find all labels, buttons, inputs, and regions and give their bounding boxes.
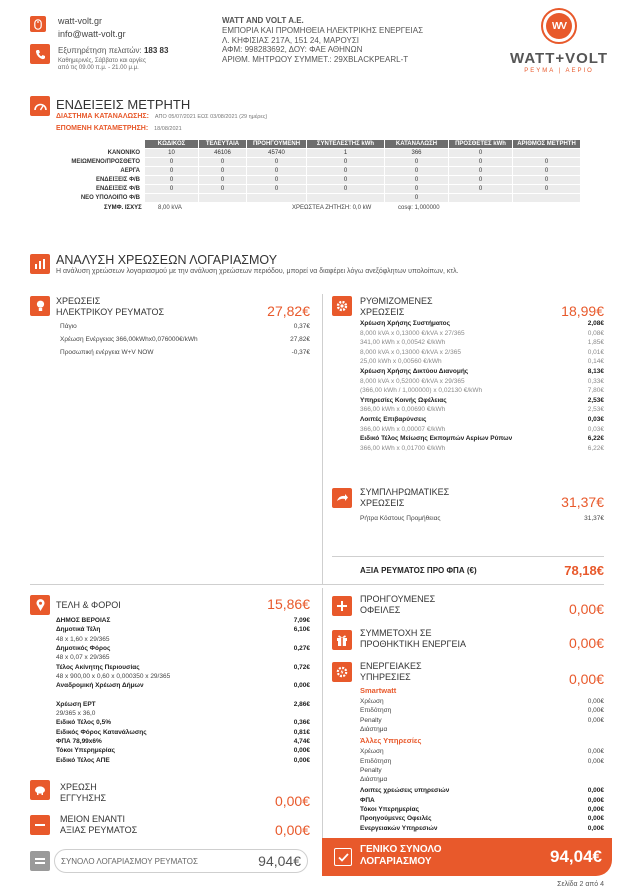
line-item xyxy=(56,681,310,690)
hours-line1: Καθημερινές, Σάββατο και αργίες xyxy=(58,58,146,64)
plus-icon xyxy=(332,596,352,616)
meter-cell: 366 xyxy=(385,149,449,158)
line-item xyxy=(360,824,604,833)
logo-mark-text: WV xyxy=(546,13,572,39)
line-item-value: 1,85€ xyxy=(587,339,604,347)
logo-mark-icon xyxy=(541,8,577,44)
line-item xyxy=(56,718,310,727)
meter-cell: 0 xyxy=(199,167,247,176)
line-item-label: Ειδικό Τέλος 0,5% xyxy=(56,719,112,727)
meter-header: ΠΡΟΣΘΕΤΕΣ kWh xyxy=(449,140,513,149)
line-item xyxy=(360,796,604,805)
company-line4: ΑΡΙΘΜ. ΜΗΤΡΩΟΥ ΣΥΜΜΕΤ.: 29XBLACKPEARL-T xyxy=(222,55,409,65)
line-item-label: (366,00 kWh / 1,000000) x 0,02130 €/kWh xyxy=(360,387,483,395)
location-pin-icon xyxy=(30,595,50,615)
line-item-value: 0,27€ xyxy=(293,644,310,652)
meter-cell: 0 xyxy=(145,176,199,185)
line-item xyxy=(56,709,310,718)
line-item xyxy=(360,425,604,434)
line-item-label: Λοιπες χρεώσεις υπηρεσιών xyxy=(360,787,450,795)
line-item xyxy=(360,329,604,338)
line-item-value: 2,53€ xyxy=(587,396,604,404)
supplementary-amount: 31,37€ xyxy=(561,494,604,510)
less-title2: ΑΞΙΑΣ ΡΕΥΜΑΤΟΣ xyxy=(60,825,138,835)
line-item xyxy=(60,335,310,344)
company-info xyxy=(222,16,423,65)
energy-services-amount: 0,00€ xyxy=(568,671,604,687)
meter-header-blank xyxy=(57,140,145,149)
meter-row xyxy=(57,149,581,158)
piggy-bank-icon xyxy=(30,780,50,800)
line-item-label: Χρέωση xyxy=(360,698,384,705)
grand-total-box xyxy=(322,838,612,876)
line-item xyxy=(360,319,604,328)
line-item-value: 0,00€ xyxy=(587,806,604,813)
previous-debts-title1: ΠΡΟΗΓΟΥΜΕΝΕΣ xyxy=(360,594,436,604)
meter-cell: 0 xyxy=(449,185,513,194)
meter-cell: 0 xyxy=(513,185,581,194)
line-item xyxy=(56,700,310,709)
meter-header: ΠΡΟΗΓΟΥΜΕΝΗ xyxy=(247,140,307,149)
line-item-value: 0,00€ xyxy=(587,757,604,765)
meter-footer xyxy=(56,203,581,215)
service-group-title: Άλλες Υπηρεσίες xyxy=(360,736,422,746)
meter-table xyxy=(56,139,581,203)
participation-title xyxy=(360,628,466,650)
line-item-label: Χρέωση Χρήσης Δικτύου Διανομής xyxy=(360,368,469,375)
line-item xyxy=(56,672,310,681)
meter-cell xyxy=(449,194,513,203)
meter-cell xyxy=(199,194,247,203)
line-item-label: Penalty xyxy=(360,766,382,774)
line-item xyxy=(360,805,604,814)
regulated-title xyxy=(360,296,433,318)
meter-cell xyxy=(145,194,199,203)
phone-label: Εξυπηρέτηση πελατών: xyxy=(58,46,142,55)
line-item xyxy=(360,786,604,795)
company-line1: ΕΜΠΟΡΙΑ ΚΑΙ ΠΡΟΜΗΘΕΙΑ ΗΛΕΚΤΡΙΚΗΣ ΕΝΕΡΓΕΙΑΣ xyxy=(222,25,424,35)
divider xyxy=(30,584,604,585)
line-item-value: 0,81€ xyxy=(293,728,310,736)
line-item-value: 0,00€ xyxy=(293,747,310,755)
line-item-value: 6,22€ xyxy=(587,444,604,452)
divider xyxy=(322,294,323,584)
divider xyxy=(322,588,323,844)
line-item-label: ΦΠΑ 78,99x6% xyxy=(56,737,102,745)
meter-cell: 0 xyxy=(385,185,449,194)
taxes-amount: 15,86€ xyxy=(267,596,310,612)
company-name: WATT AND VOLT A.E. xyxy=(222,16,304,25)
next-reading-value: 18/08/2021 xyxy=(154,126,182,132)
meter-row-label: ΜΕΙΩΜΕΝΟ/ΠΡΟΣΘΕΤΟ xyxy=(57,158,145,167)
meter-cell: 0 xyxy=(145,185,199,194)
meter-header: ΚΑΤΑΝΑΛΩΣΗ xyxy=(385,140,449,149)
meter-row xyxy=(57,185,581,194)
grand-total-title2: ΛΟΓΑΡΙΑΣΜΟΥ xyxy=(360,856,432,867)
line-item xyxy=(56,746,310,755)
line-item-value: 0,33€ xyxy=(587,377,604,385)
meter-cell: 0 xyxy=(513,176,581,185)
power-charges-rows xyxy=(60,322,310,362)
line-item-value: 0,00€ xyxy=(293,756,310,764)
meter-cell: 0 xyxy=(145,158,199,167)
mouse-icon xyxy=(30,16,46,32)
meter-cell: 0 xyxy=(449,149,513,158)
meter-cell: 0 xyxy=(449,158,513,167)
meter-row-label: ΚΑΝΟΝΙΚΟ xyxy=(57,149,145,158)
supplementary-title1: ΣΥΜΠΛΗΡΩΜΑΤΙΚΕΣ xyxy=(360,487,450,497)
line-item-value: 0,03€ xyxy=(587,416,604,423)
line-item-label: Χρέωση xyxy=(360,748,384,756)
line-item-value: 0,00€ xyxy=(587,787,604,795)
line-item-value: 0,00€ xyxy=(293,682,310,690)
less-title xyxy=(60,814,137,836)
meter-cell xyxy=(247,194,307,203)
period-value: ΑΠΟ 05/07/2021 ΕΩΣ 03/08/2021 (29 ημέρες) xyxy=(154,114,268,120)
line-item-label: Πάγιο xyxy=(60,323,77,330)
meter-cell: 0 xyxy=(385,158,449,167)
line-item xyxy=(360,405,604,414)
phone-number[interactable]: 183 83 xyxy=(143,46,169,55)
line-item xyxy=(360,706,604,715)
line-item xyxy=(360,697,604,706)
line-item-value: 6,22€ xyxy=(587,435,604,443)
line-item-value: 27,82€ xyxy=(290,336,310,343)
line-item-label: 8,000 kVA x 0,52000 €/kVA x 29/365 xyxy=(360,377,465,385)
line-item-value: -0,37€ xyxy=(291,349,310,356)
phone-icon xyxy=(30,44,50,64)
power-charges-title xyxy=(56,296,164,318)
line-item xyxy=(360,338,604,347)
line-item-label: Ειδικός Φόρος Κατανάλωσης xyxy=(56,728,147,736)
next-reading-row xyxy=(56,125,182,132)
meter-cell: 0 xyxy=(145,167,199,176)
meter-cell xyxy=(513,149,581,158)
less-amount: 0,00€ xyxy=(274,822,310,838)
equals-icon xyxy=(30,851,50,871)
meter-cell: 0 xyxy=(199,176,247,185)
meter-cell: 0 xyxy=(247,176,307,185)
line-item-label: 25,00 kWh x 0,00560 €/kWh xyxy=(360,358,442,366)
deposit-amount: 0,00€ xyxy=(274,793,310,809)
less-title1: ΜΕΙΟΝ ΕΝΑΝΤΙ xyxy=(60,814,126,824)
line-item xyxy=(360,444,604,453)
company-line3: ΑΦΜ: 998283692, ΔΟΥ: ΦΑΕ ΑΘΗΝΩΝ xyxy=(222,45,363,55)
meter-header: ΚΩΔΙΚΟΣ xyxy=(145,140,199,149)
line-item-value: 4,74€ xyxy=(293,737,310,745)
previous-debts-title2: ΟΦΕΙΛΕΣ xyxy=(360,605,401,615)
hours-line2: από τις 09.00 π.μ. - 21.00 μ.μ. xyxy=(58,65,139,71)
line-item-label: 341,00 kWh x 0,00542 €/kWh xyxy=(360,339,446,347)
line-item xyxy=(60,348,310,357)
demand-value: ΧΡΕΩΣΤΕΑ ΖΗΤΗΣΗ: 0,0 kW xyxy=(292,205,372,211)
line-item-value: 0,37€ xyxy=(293,323,310,330)
supplementary-row-value: 31,37€ xyxy=(584,515,604,522)
line-item-value: 0,72€ xyxy=(293,663,310,671)
meter-cell: 0 xyxy=(385,176,449,185)
line-item-label: Επιδότηση xyxy=(360,757,392,765)
meter-cell: 0 xyxy=(513,167,581,176)
period-label: ΔΙΑΣΤΗΜΑ ΚΑΤΑΝΑΛΩΣΗΣ: xyxy=(56,113,149,120)
participation-title1: ΣΥΜΜΕΤΟΧΗ ΣΕ xyxy=(360,628,432,638)
meter-cell: 45740 xyxy=(247,149,307,158)
meter-header: ΑΡΙΘΜΟΣ ΜΕΤΡΗΤΗ xyxy=(513,140,581,149)
line-item xyxy=(56,653,310,662)
meter-row-label: ΕΝΔΕΙΞΕΙΣ Φ/Β xyxy=(57,176,145,185)
line-item-label: 8,000 kVA x 0,13000 €/kVA x 27/365 xyxy=(360,329,465,337)
line-item-value: 0,00€ xyxy=(587,824,604,832)
previous-debts-title xyxy=(360,594,435,616)
arrow-icon xyxy=(332,488,352,508)
logo-name: WATT+VOLT xyxy=(509,50,609,67)
energy-services-title2: ΥΠΗΡΕΣΙΕΣ xyxy=(360,672,411,682)
line-item-label: Δημοτικά Τέλη xyxy=(56,626,101,634)
line-item xyxy=(56,625,310,634)
line-item-label: 8,000 kVA x 0,13000 €/kVA x 2/365 xyxy=(360,348,461,356)
meter-row xyxy=(57,194,581,203)
line-item-label: 48 x 0,07 x 29/365 xyxy=(56,654,110,662)
analysis-subtitle: Η ανάλυση χρεώσεων λογαριασμού με την ανάλυση χρεώσεων περιόδου, μπορεί να διαφέρει λόγω ανεξόφλητων υπολοίπων, κτλ. xyxy=(56,268,459,275)
line-item-label: ΦΠΑ xyxy=(360,796,375,804)
value-before-vat-label: ΑΞΙΑ ΡΕΥΜΑΤΟΣ ΠΡΟ ΦΠΑ (€) xyxy=(360,566,477,575)
power-charges-amount: 27,82€ xyxy=(267,303,310,319)
line-item-label: ΔΗΜΟΣ ΒΕΡΟΙΑΣ xyxy=(56,617,111,624)
meter-cell: 0 xyxy=(307,167,385,176)
line-item xyxy=(360,386,604,395)
power-charges-title1: ΧΡΕΩΣΕΙΣ xyxy=(56,296,101,306)
grand-total-title1: ΓΕΝΙΚΟ ΣΥΝΟΛΟ xyxy=(360,844,442,855)
line-item xyxy=(56,635,310,644)
check-icon xyxy=(334,848,352,866)
regulated-title2: ΧΡΕΩΣΕΙΣ xyxy=(360,307,405,317)
line-item xyxy=(360,725,604,734)
energy-services-icon xyxy=(332,662,352,682)
line-item xyxy=(360,814,604,823)
line-item-value: 0,00€ xyxy=(587,698,604,705)
line-item-label: Προσωπική ενέργεια W+V NOW xyxy=(60,349,154,356)
watt-volt-logo xyxy=(500,8,618,80)
supplementary-title2: ΧΡΕΩΣΕΙΣ xyxy=(360,498,405,508)
deposit-title xyxy=(60,782,106,804)
meter-header: ΣΥΝΤΕΛΕΣΤΗΣ kWh xyxy=(307,140,385,149)
line-item-label: Υπηρεσίες Κοινής Ωφέλειας xyxy=(360,396,447,404)
line-item xyxy=(56,616,310,625)
line-item-value: 0,14€ xyxy=(587,358,604,366)
analysis-title: ΑΝΑΛΥΣΗ ΧΡΕΩΣΕΩΝ ΛΟΓΑΡΙΑΣΜΟΥ xyxy=(56,253,278,267)
company-line2: Λ. ΚΗΦΙΣΙΑΣ 217Α, 151 24, ΜΑΡΟΥΣΙ xyxy=(222,35,360,45)
line-item xyxy=(56,644,310,653)
meter-cell: 0 xyxy=(513,158,581,167)
meter-cell: 0 xyxy=(385,167,449,176)
line-item-value: 0,00€ xyxy=(587,748,604,756)
account-total-label: ΣΥΝΟΛΟ ΛΟΓΑΡΙΑΣΜΟΥ ΡΕΥΜΑΤΟΣ xyxy=(61,857,198,866)
line-item-label: Ειδικό Τέλος Μείωσης Εκπομπών Αερίων Ρύπων xyxy=(360,435,513,443)
meter-cell: 1 xyxy=(307,149,385,158)
line-item xyxy=(360,775,604,784)
line-item-value: 2,53€ xyxy=(587,406,604,414)
line-item-label: 366,00 kWh x 0,01700 €/kWh xyxy=(360,444,446,452)
account-total-box xyxy=(54,849,308,873)
value-before-vat-amount: 78,18€ xyxy=(564,563,604,578)
grand-total-title xyxy=(360,844,442,868)
line-item-value: 0,00€ xyxy=(587,707,604,715)
line-item-label: Penalty xyxy=(360,716,382,724)
line-item-label: Επιδότηση xyxy=(360,707,392,715)
meter-cell: 46106 xyxy=(199,149,247,158)
line-item-value: 2,86€ xyxy=(293,700,310,708)
line-item xyxy=(360,357,604,366)
meter-row-label: ΑΕΡΓΑ xyxy=(57,167,145,176)
meter-cell: 0 xyxy=(199,185,247,194)
line-item-value: 0,36€ xyxy=(293,719,310,727)
period-row xyxy=(56,113,267,120)
meter-row xyxy=(57,167,581,176)
website-link[interactable]: watt-volt.gr xyxy=(58,16,103,26)
line-item-label: Τέλος Ακίνητης Περιουσίας xyxy=(56,663,140,671)
meter-cell: 0 xyxy=(247,158,307,167)
gauge-icon xyxy=(30,96,50,116)
line-item xyxy=(360,757,604,766)
line-item-value: 0,03€ xyxy=(587,425,604,433)
line-item xyxy=(360,434,604,443)
regulated-amount: 18,99€ xyxy=(561,303,604,319)
meter-cell: 0 xyxy=(247,167,307,176)
regulated-rows xyxy=(360,319,604,459)
service-group-title: Smartwatt xyxy=(360,686,397,695)
line-item xyxy=(360,396,604,405)
energy-services-title xyxy=(360,661,422,683)
line-item-label: Χρέωση Χρήσης Συστήματος xyxy=(360,320,450,327)
line-item-value: 0,00€ xyxy=(587,815,604,823)
line-item xyxy=(56,663,310,672)
energy-services-title1: ΕΝΕΡΓΕΙΑΚΕΣ xyxy=(360,661,422,671)
line-item-label: Δημοτικός Φόρος xyxy=(56,644,111,652)
line-item-label: Προηγούμενες Οφειλές xyxy=(360,815,432,823)
email-link[interactable]: info@watt-volt.gr xyxy=(58,29,126,39)
deposit-title1: ΧΡΕΩΣΗ xyxy=(60,782,97,792)
line-item xyxy=(56,756,310,765)
line-item xyxy=(360,377,604,386)
meter-cell: 0 xyxy=(307,176,385,185)
line-item-label: Λοιπές Επιβαρύνσεις xyxy=(360,416,427,423)
logo-tagline: ΡΕΥΜΑ | ΑΕΡΙΟ xyxy=(524,68,594,74)
cosphi-value: cosφ: 1,000000 xyxy=(398,205,440,211)
previous-debts-amount: 0,00€ xyxy=(568,601,604,617)
meter-cell: 0 xyxy=(449,167,513,176)
meter-cell xyxy=(307,194,385,203)
line-item-value: 0,01€ xyxy=(587,348,604,356)
meter-row-label: ΝΕΟ ΥΠΟΛΟΙΠΟ Φ/Β xyxy=(57,194,145,203)
line-item-value: 0,08€ xyxy=(587,329,604,337)
meter-table-wrap xyxy=(56,139,581,215)
line-item xyxy=(360,348,604,357)
line-item xyxy=(56,690,310,699)
line-item-label: 366,00 kWh x 0,00007 €/kWh xyxy=(360,425,446,433)
line-item xyxy=(56,737,310,746)
line-item xyxy=(56,728,310,737)
line-item-value: 7,09€ xyxy=(293,617,310,624)
meter-header: ΤΕΛΕΥΤΑΙΑ xyxy=(199,140,247,149)
contract-power-value: 8,00 kVA xyxy=(158,205,182,211)
supplementary-row-label: Ρήτρα Κόστους Προμήθειας xyxy=(360,515,441,522)
line-item-label: Διάστημα xyxy=(360,776,388,784)
header xyxy=(0,0,632,88)
line-item-value: 6,10€ xyxy=(293,626,310,634)
line-item-label: Τόκοι Υπερημερίας xyxy=(56,747,115,755)
page-number: Σελίδα 2 από 4 xyxy=(557,881,604,888)
line-item-value: 2,08€ xyxy=(587,320,604,327)
meter-cell xyxy=(513,194,581,203)
line-item-label: Χρέωση Ενέργειας 366,00kWhx0,076000€/kWh xyxy=(60,336,198,343)
meter-cell: 0 xyxy=(199,158,247,167)
line-item-label: 48 x 1,60 x 29/365 xyxy=(56,635,110,643)
meter-cell: 10 xyxy=(145,149,199,158)
next-reading-label: ΕΠΟΜΕΝΗ ΚΑΤΑΜΕΤΡΗΣΗ: xyxy=(56,125,149,132)
taxes-title: ΤΕΛΗ & ΦΟΡΟΙ xyxy=(56,600,121,610)
grand-total-amount: 94,04€ xyxy=(550,847,602,866)
regulated-title1: ΡΥΘΜΙΖΟΜΕΝΕΣ xyxy=(360,296,433,306)
line-item-label: 366,00 kWh x 0,00690 €/kWh xyxy=(360,406,446,414)
divider xyxy=(332,556,604,557)
line-item xyxy=(360,415,604,424)
bar-chart-icon xyxy=(30,254,50,274)
minus-icon xyxy=(30,815,50,835)
meter-row xyxy=(57,158,581,167)
supplementary-row xyxy=(360,514,604,523)
line-item xyxy=(360,367,604,376)
line-item-label: Ενεργειακών Υπηρεσιών xyxy=(360,824,438,832)
meter-cell: 0 xyxy=(449,176,513,185)
lightbulb-icon xyxy=(30,296,50,316)
line-item-value: 8,13€ xyxy=(587,368,604,375)
line-item-value: 0,00€ xyxy=(587,796,604,804)
deposit-title2: ΕΓΓΥΗΣΗΣ xyxy=(60,793,107,803)
meter-cell: 0 xyxy=(307,158,385,167)
gear-icon xyxy=(332,296,352,316)
supplementary-title xyxy=(360,487,449,509)
meter-cell: 0 xyxy=(247,185,307,194)
participation-title2: ΠΡΟΘΗΚΤΙΚΗ ΕΝΕΡΓΕΙΑ xyxy=(360,639,466,649)
line-item xyxy=(360,716,604,725)
energy-services-rows xyxy=(360,686,604,836)
line-item-label: Αναδρομική Χρέωση Δήμων xyxy=(56,682,144,690)
line-item-label: Ειδικό Τέλος ΑΠΕ xyxy=(56,756,110,764)
meter-cell: 0 xyxy=(385,194,449,203)
taxes-rows xyxy=(56,616,310,768)
line-item-value: 0,00€ xyxy=(587,716,604,724)
meter-table-header xyxy=(57,140,581,149)
line-item-label: Τόκοι Υπερημερίας xyxy=(360,806,419,813)
account-total-amount: 94,04€ xyxy=(258,853,301,869)
gift-icon xyxy=(332,630,352,650)
line-item xyxy=(360,766,604,775)
meter-cell: 0 xyxy=(307,185,385,194)
line-item-label: 29/365 x 36,0 xyxy=(56,710,96,717)
line-item xyxy=(360,747,604,756)
line-item-label: 48 x 900,00 x 0,60 x 0,000350 x 29/365 xyxy=(56,672,171,680)
line-item-value: 7,80€ xyxy=(587,387,604,395)
participation-amount: 0,00€ xyxy=(568,635,604,651)
meter-title: ΕΝΔΕΙΞΕΙΣ ΜΕΤΡΗΤΗ xyxy=(56,97,191,112)
meter-row xyxy=(57,176,581,185)
line-item-label: Διάστημα xyxy=(360,725,388,733)
meter-row-label: ΕΝΔΕΙΞΕΙΣ Φ/Β xyxy=(57,185,145,194)
power-charges-title2: ΗΛΕΚΤΡΙΚΟΥ ΡΕΥΜΑΤΟΣ xyxy=(56,307,165,317)
contract-power-label: ΣΥΜΦ. ΙΣΧΥΣ xyxy=(104,205,142,211)
line-item xyxy=(60,322,310,331)
line-item-label: Χρέωση ΕΡΤ xyxy=(56,700,96,708)
